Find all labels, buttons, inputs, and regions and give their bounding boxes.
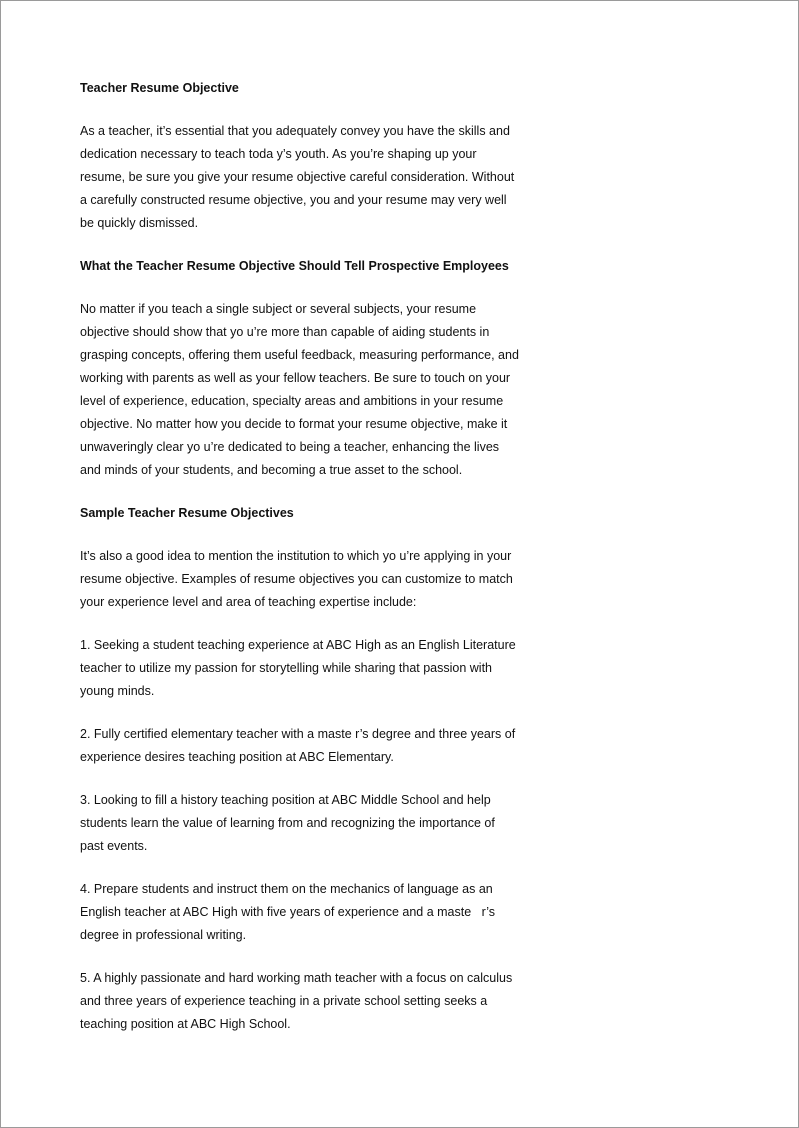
text-line: past events.	[80, 839, 148, 853]
paragraph	[80, 298, 550, 482]
text-line: No matter if you teach a single subject or several subjects, your resume	[80, 302, 477, 316]
text-line: and minds of your students, and becoming a true asset to the school.	[80, 463, 463, 477]
text-line: dedication necessary to teach toda y’s youth. As you’re shaping up your	[80, 147, 477, 161]
paragraph	[80, 634, 550, 703]
paragraph	[80, 789, 550, 858]
section-heading: What the Teacher Resume Objective Should Tell Prospective Employees	[80, 259, 509, 273]
section-heading: Teacher Resume Objective	[80, 81, 239, 95]
text-line: young minds.	[80, 684, 155, 698]
paragraph	[80, 545, 550, 614]
text-line: As a teacher, it’s essential that you adequately convey you have the skills and	[80, 124, 510, 138]
text-line: English teacher at ABC High with five years of experience and a maste r’s	[80, 905, 496, 919]
text-line: 5. A highly passionate and hard working math teacher with a focus on calculus	[80, 971, 513, 985]
document-body	[80, 77, 550, 1056]
text-line: 4. Prepare students and instruct them on the mechanics of language as an	[80, 882, 493, 896]
text-line: experience desires teaching position at ABC Elementary.	[80, 750, 394, 764]
paragraph	[80, 120, 550, 235]
text-line: grasping concepts, offering them useful feedback, measuring performance, and	[80, 348, 519, 362]
text-line: level of experience, education, specialty areas and ambitions in your resume	[80, 394, 504, 408]
section-heading: Sample Teacher Resume Objectives	[80, 506, 294, 520]
text-line: a carefully constructed resume objective, you and your resume may very well	[80, 193, 507, 207]
text-line: 2. Fully certified elementary teacher with a maste r’s degree and three years of	[80, 727, 516, 741]
text-line: and three years of experience teaching in a private school setting seeks a	[80, 994, 488, 1008]
text-line: teacher to utilize my passion for storytelling while sharing that passion with	[80, 661, 493, 675]
text-line: teaching position at ABC High School.	[80, 1017, 291, 1031]
text-line: 1. Seeking a student teaching experience at ABC High as an English Literature	[80, 638, 516, 652]
paragraph	[80, 723, 550, 769]
text-line: working with parents as well as your fellow teachers. Be sure to touch on your	[80, 371, 511, 385]
text-line: your experience level and area of teaching expertise include:	[80, 595, 417, 609]
text-line: students learn the value of learning from and recognizing the importance of	[80, 816, 495, 830]
paragraph	[80, 878, 550, 947]
text-line: 3. Looking to fill a history teaching position at ABC Middle School and help	[80, 793, 491, 807]
text-line: objective. No matter how you decide to format your resume objective, make it	[80, 417, 508, 431]
text-line: objective should show that yo u’re more than capable of aiding students in	[80, 325, 490, 339]
paragraph	[80, 967, 550, 1036]
text-line: unwaveringly clear yo u’re dedicated to being a teacher, enhancing the lives	[80, 440, 500, 454]
text-line: degree in professional writing.	[80, 928, 247, 942]
text-line: resume objective. Examples of resume objectives you can customize to match	[80, 572, 513, 586]
text-line: resume, be sure you give your resume objective careful consideration. Without	[80, 170, 515, 184]
text-line: It’s also a good idea to mention the institution to which yo u’re applying in your	[80, 549, 512, 563]
text-line: be quickly dismissed.	[80, 216, 199, 230]
